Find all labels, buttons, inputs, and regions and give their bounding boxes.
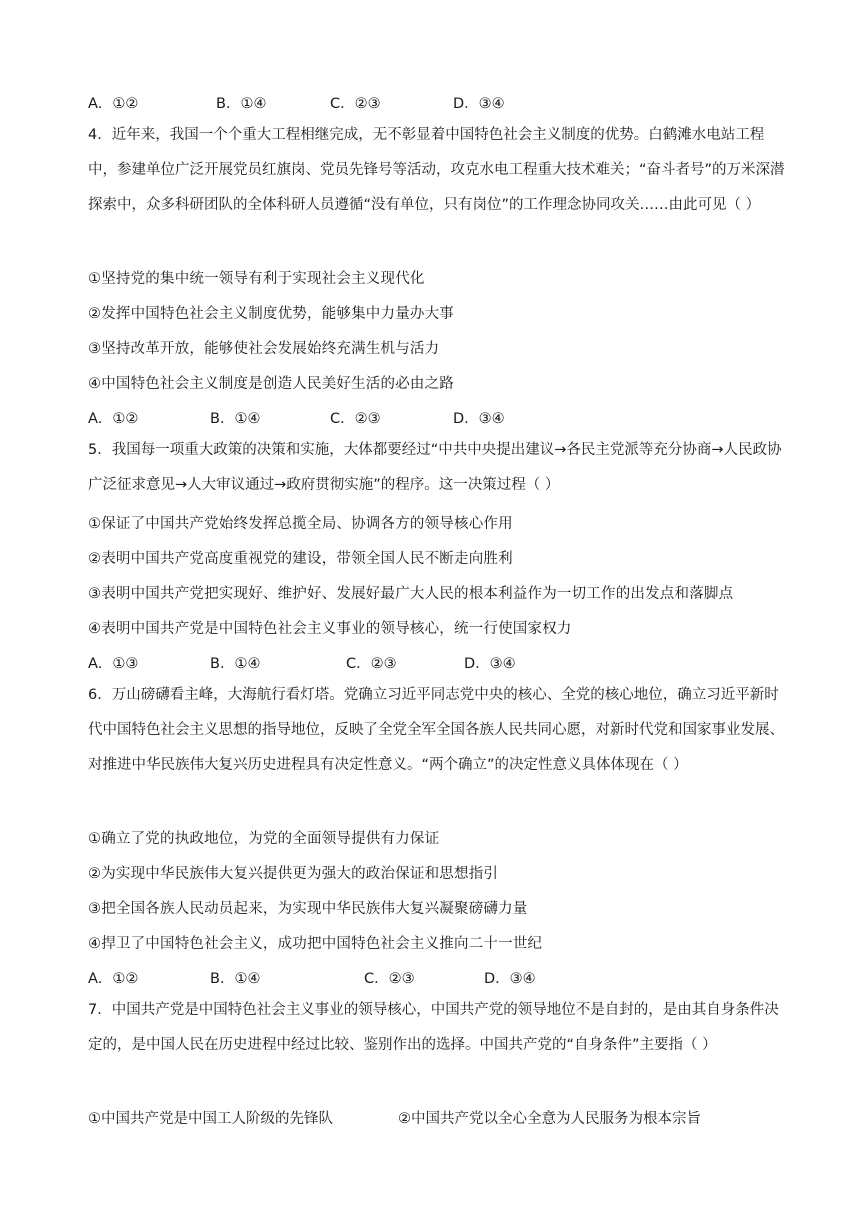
q6-item-1: ①确立了党的执政地位，为党的全面领导提供有力保证: [88, 831, 440, 847]
q5-stem: 5．我国每一项重大政策的决策和实施，大体都要经过“中共中央提出建议→各民主党派等充分协商→人民政协广泛征求意见→人大审议通过→政府贯彻实施”的程序。这一决策过程（ ）: [88, 442, 782, 493]
q6-stem: 6．万山磅礴看主峰，大海航行看灯塔。党确立习近平同志党中央的核心、全党的核心地位，确立习近平新时代中国特色社会主义思想的指导地位，反映了全党全军全国各族人民共同心愿，对新时代党和国家事业发展、对推进中华民族伟大复兴历史进程具有决定性意义。“两个确立”的决定性意义具体体现在（ ）: [88, 687, 784, 773]
q5-option-b[interactable]: B．①④: [210, 656, 261, 672]
q4-item-4: ④中国特色社会主义制度是创造人民美好生活的必由之路: [88, 376, 454, 392]
q5-item-3: ③表明中国共产党把实现好、维护好、发展好最广大人民的根本利益作为一切工作的出发点和落脚点: [88, 586, 734, 602]
q4-option-b[interactable]: B．①④: [210, 411, 261, 427]
q5-option-c[interactable]: C．②③: [346, 656, 397, 672]
q4-option-d[interactable]: D．③④: [453, 411, 505, 427]
q4-option-a[interactable]: A．①②: [88, 411, 139, 427]
q3-option-b[interactable]: B．①④: [216, 96, 267, 112]
q6-item-2: ②为实现中华民族伟大复兴提供更为强大的政治保证和思想指引: [88, 866, 499, 882]
q7-item-1: ①中国共产党是中国工人阶级的先锋队: [88, 1111, 333, 1127]
q6-item-3: ③把全国各族人民动员起来，为实现中华民族伟大复兴凝聚磅礴力量: [88, 901, 528, 917]
q7-item-2: ②中国共产党以全心全意为人民服务为根本宗旨: [398, 1111, 701, 1127]
q6-option-c[interactable]: C．②③: [364, 971, 415, 987]
q5-item-4: ④表明中国共产党是中国特色社会主义事业的领导核心，统一行使国家权力: [88, 621, 572, 637]
q4-item-2: ②发挥中国特色社会主义制度优势，能够集中力量办大事: [88, 306, 454, 322]
q6-option-d[interactable]: D．③④: [484, 971, 536, 987]
q4-item-1: ①坚持党的集中统一领导有利于实现社会主义现代化: [88, 271, 425, 287]
q4-stem: 4．近年来，我国一个个重大工程相继完成，无不彰显着中国特色社会主义制度的优势。白鹤滩水电站工程中，参建单位广泛开展党员红旗岗、党员先锋号等活动，攻克水电工程重大技术难关；“奋斗者号”的万米深潜探索中，众多科研团队的全体科研人员遵循“没有单位，只有岗位”的工作理念协同攻关……由此可见（ ）: [88, 127, 785, 213]
q6-item-4: ④捍卫了中国特色社会主义，成功把中国特色社会主义推向二十一世纪: [88, 936, 543, 952]
q7-stem: 7．中国共产党是中国特色社会主义事业的领导核心，中国共产党的领导地位不是自封的，是由其自身条件决定的，是中国人民在历史进程中经过比较、鉴别作出的选择。中国共产党的“自身条件”主要指（ ）: [88, 1002, 779, 1053]
q6-option-b[interactable]: B．①④: [210, 971, 261, 987]
q3-option-d[interactable]: D．③④: [453, 96, 505, 112]
q3-option-c[interactable]: C．②③: [330, 96, 381, 112]
q5-item-2: ②表明中国共产党高度重视党的建设，带领全国人民不断走向胜利: [88, 551, 513, 567]
q4-item-3: ③坚持改革开放，能够使社会发展始终充满生机与活力: [88, 341, 440, 357]
q5-option-d[interactable]: D．③④: [464, 656, 516, 672]
q3-option-a[interactable]: A．①②: [88, 96, 139, 112]
q5-option-a[interactable]: A．①③: [88, 656, 139, 672]
q6-option-a[interactable]: A．①②: [88, 971, 139, 987]
q5-item-1: ①保证了中国共产党始终发挥总揽全局、协调各方的领导核心作用: [88, 516, 513, 532]
q4-option-c[interactable]: C．②③: [330, 411, 381, 427]
